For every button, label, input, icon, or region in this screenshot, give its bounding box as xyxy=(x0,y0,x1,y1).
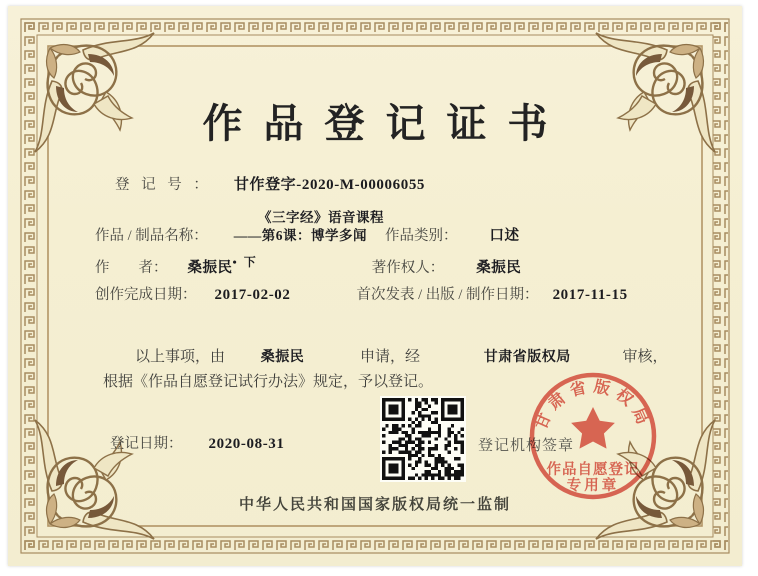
border-bottom xyxy=(22,537,728,552)
work-name-row xyxy=(95,224,520,245)
signature-label: 登记机构签章 xyxy=(478,438,575,454)
reg-date-value: 2020-08-31 xyxy=(208,436,285,452)
category-value: 口述 xyxy=(489,228,520,244)
border-top xyxy=(22,20,728,35)
creation-date-label: 创作完成日期： xyxy=(95,287,197,303)
statement-line2: 根据《作品自愿登记试行办法》规定，予以登记。 xyxy=(103,374,434,390)
reg-date-row xyxy=(110,432,285,453)
statement-part2: 申请，经 xyxy=(360,349,421,365)
work-name-line2: ——第6课：博学多闻 xyxy=(233,228,368,243)
certificate-paper xyxy=(8,6,742,566)
owner-value: 桑振民 xyxy=(476,260,522,276)
author-value: 桑振民 xyxy=(187,260,233,276)
owner-label: 著作权人： xyxy=(371,260,445,276)
seal-arc-text: 甘肃省版权局 xyxy=(532,378,654,433)
creation-date-value: 2017-02-02 xyxy=(214,287,291,303)
footer-issuer-line: 中华人民共和国国家版权局统一监制 xyxy=(238,497,511,513)
reg-no-label: 登 记 号 ： xyxy=(115,177,212,193)
statement-authority: 甘肃省版权局 xyxy=(483,350,571,365)
official-seal xyxy=(513,356,673,516)
statement-part3: 审核， xyxy=(622,349,668,365)
seal-star xyxy=(571,407,615,449)
statement-part1: 以上事项，由 xyxy=(135,349,226,365)
dates-row xyxy=(95,283,628,304)
reg-no-row xyxy=(115,173,425,194)
reg-date-label: 登记日期： xyxy=(110,436,183,452)
category-label: 作品类别： xyxy=(385,228,458,244)
author-row xyxy=(95,253,521,277)
work-name-label: 作品 / 制品名称： xyxy=(95,228,208,244)
publish-date-label: 首次发表 / 出版 / 制作日期： xyxy=(356,287,539,303)
author-label: 作 者： xyxy=(95,260,168,276)
author-annotation: • 下 xyxy=(232,255,258,269)
seal-text-line2: 专用章 xyxy=(566,478,620,494)
qr-code xyxy=(380,396,466,482)
seal-text-line1: 作品自愿登记 xyxy=(546,462,640,478)
reg-no-value: 甘作登字-2020-M-00006055 xyxy=(233,177,426,193)
statement-applicant: 桑振民 xyxy=(260,350,305,365)
certificate-title: 作品登记证书 xyxy=(202,101,569,146)
work-name-line1: 《三字经》语音课程 xyxy=(258,210,384,225)
publish-date-value: 2017-11-15 xyxy=(552,287,628,303)
